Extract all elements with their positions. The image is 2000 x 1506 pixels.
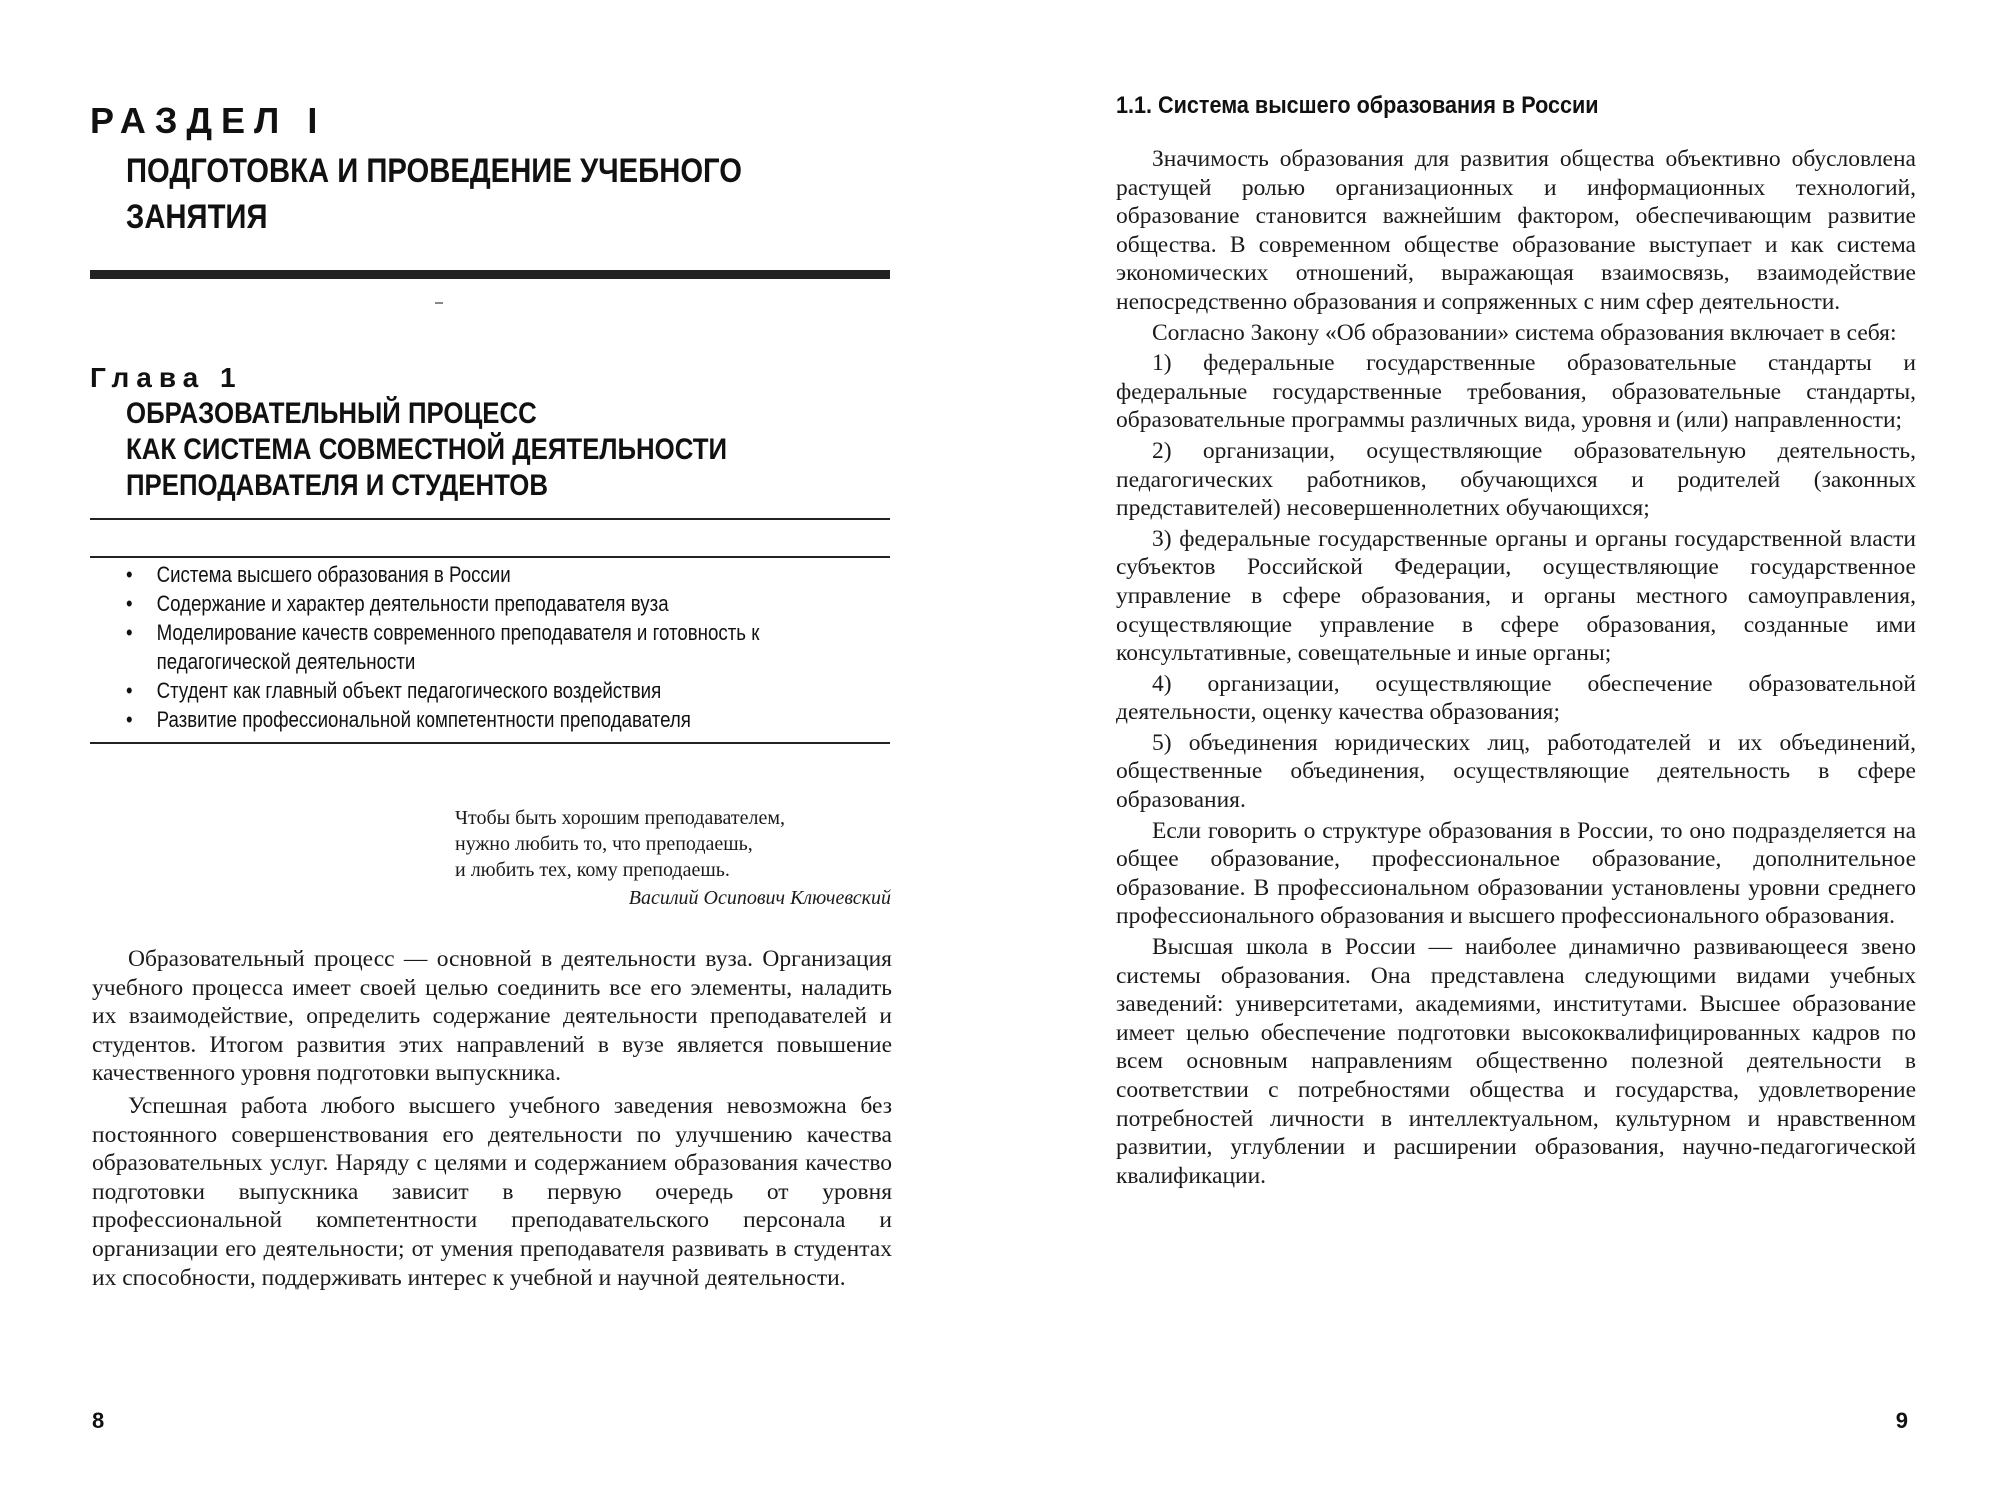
paragraph: Образовательный процесс — основной в деятельности вуза. Организация учебного процесса имеет своей целью соединить все его элементы, наладить их взаимодействие, определить содержание деятельности преподавателей и студентов. Итогом развития этих направлений в вузе является повышение качественного уровня подготовки выпускника. [92,946,892,1087]
print-mark [435,302,443,304]
epigraph-line: нужно любить то, что преподаешь, [455,833,753,855]
list-paragraph: 4) организации, осуществляющие обеспечение образовательной деятельности, оценку качества образования; [1116,670,1916,726]
epigraph-line: и любить тех, кому преподаешь. [455,859,730,881]
subsection-title: 1.1. Система высшего образования в России [1116,92,1599,119]
chapter-title-line: ПРЕПОДАВАТЕЛЯ И СТУДЕНТОВ [126,469,548,502]
toc-top-rule [90,556,890,558]
section-title-line: ЗАНЯТИЯ [126,198,268,236]
chapter-label: Глава 1 [90,362,243,393]
chapter-divider [90,518,890,520]
section-title [126,148,780,240]
contents-item: • Развитие профессиональной компетентности преподавателя [126,705,891,734]
contents-item [126,618,891,676]
right-body-text [1116,145,1916,1192]
epigraph-line: Чтобы быть хорошим преподавателем, [455,807,785,829]
chapter-contents [126,560,891,734]
paragraph: Значимость образования для развития общества объективно обусловлена растущей ролью организационных и информационных технологий, образование становится важнейшим фактором, обеспечивающим развитие общества. В современном обществе образование выступает и как система экономических отношений, выражающая взаимосвязь, взаимодействие непосредственно образования и сопряженных с ним сфер деятельности. [1116,146,1916,315]
contents-item: • Студент как главный объект педагогического воздействия [126,676,891,705]
paragraph: Согласно Закону «Об образовании» система образования включает в себя: [1152,319,1897,346]
list-paragraph: 1) федеральные государственные образовательные стандарты и федеральные государственные требования, образовательные стандарты, образовательные программы различных вида, уровня и (или) направленности; [1116,350,1916,434]
page-number: 9 [1895,1408,1908,1433]
section-divider [90,270,890,279]
contents-item: • Система высшего образования в России [126,560,891,589]
epigraph [455,805,891,911]
epigraph-author: Василий Осипович Ключевский [628,887,891,909]
list-paragraph: 5) объединения юридических лиц, работодателей и их объединений, общественные объединения, осуществляющие деятельность в сфере образования. [1116,729,1916,814]
right-page [1000,0,2000,1506]
contents-item: • Содержание и характер деятельности преподавателя вуза [126,589,891,618]
list-paragraph: 3) федеральные государственные органы и органы государственной власти субъектов Российской Федерации, осуществляющие государственное управление в сфере образования, и органы местного самоуправления, осуществляющие управление в сфере образования, созданные ими консультативные, совещательные и иные органы; [1116,525,1916,667]
page-number: 8 [92,1408,105,1433]
left-body-text [92,945,892,1296]
section-label: РАЗДЕЛ I [90,100,327,141]
list-paragraph: 2) организации, осуществляющие образовательную деятельность, педагогических работников, обучающихся и родителей (законных представителей) несовершеннолетних обучающихся; [1116,437,1916,522]
chapter-title [126,396,780,504]
contents-item-text: Моделирование качеств современного преподавателя и готовность к педагогической деятельности [156,620,760,674]
section-title-line: ПОДГОТОВКА И ПРОВЕДЕНИЕ УЧЕБНОГО [126,152,743,190]
chapter-title-line: КАК СИСТЕМА СОВМЕСТНОЙ ДЕЯТЕЛЬНОСТИ [126,433,728,466]
paragraph: Высшая школа в России — наиболее динамично развивающееся звено системы образования. Она представлена следующими видами учебных заведений: университетами, академиями, институтами. Высшее образование имеет целью обеспечение подготовки высококвалифицированных кадров по всем основным направлениям общественно полезной деятельности в соответствии с потребностями общества и государства, удовлетворение потребностей личности в интеллектуальном, культурном и нравственном развитии, углублении и расширении образования, научно-педагогической квалификации. [1116,934,1916,1189]
chapter-title-line: ОБРАЗОВАТЕЛЬНЫЙ ПРОЦЕСС [126,397,537,430]
paragraph: Успешная работа любого высшего учебного заведения невозможна без постоянного совершенствования его деятельности по улучшению качества образовательных услуг. Наряду с целями и содержанием образования качество подготовки выпускника зависит в первую очередь от уровня профессиональной компетентности преподавательского персонала и организации его деятельности; от умения преподавателя развивать в студентах их способности, поддерживать интерес к учебной и научной деятельности. [92,1092,892,1291]
paragraph: Если говорить о структуре образования в России, то оно подразделяется на общее образование, профессиональное образование, дополнительное образование. В профессиональном образовании установлены уровни среднего профессионального образования и высшего профессионального образования. [1116,817,1916,930]
toc-bottom-rule [90,742,890,744]
